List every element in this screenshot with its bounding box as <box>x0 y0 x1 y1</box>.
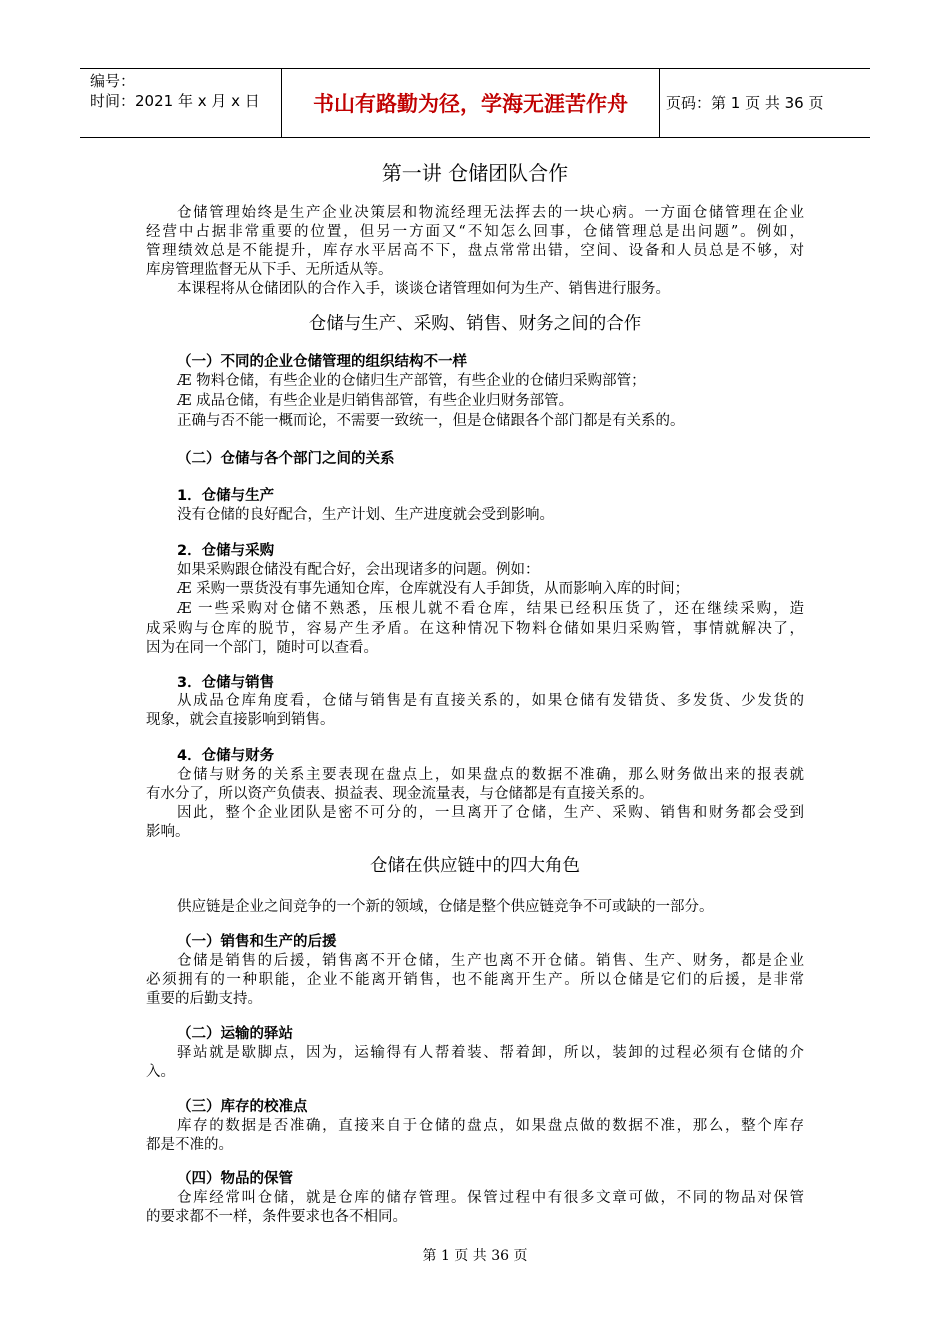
header-middle-cell <box>282 69 660 137</box>
header-motto: 书山有路勤为径，学海无涯苦作舟 <box>313 92 628 116</box>
role-1-line-1: 仓储是销售的后援，销售离不开仓储，生产也离不开仓储。销售、生产、财务，都是企业 <box>177 953 804 969</box>
relation-purchasing-bullet-2-line-3: 因为在同一个部门，随时可以查看。 <box>146 640 378 656</box>
section1-heading: 仓储与生产、采购、销售、财务之间的合作 <box>308 314 642 334</box>
relation-sales-line-1: 从成品仓库角度看，仓储与销售是有直接关系的，如果仓储有发错货、多发货、少发货的 <box>177 693 804 709</box>
relation-production-text: 没有仓储的良好配合，生产计划、生产进度就会受到影响。 <box>177 507 554 523</box>
relation-sales-line-2: 现象，就会直接影响到销售。 <box>146 712 335 728</box>
role-2-line-2: 入。 <box>146 1064 175 1080</box>
serial-label: 编号： <box>90 72 136 90</box>
relation-purchasing-bullet-1: Æ 采购一票货没有事先通知仓库，仓库就没有人手卸货，从而影响入库的时间； <box>177 581 690 597</box>
role-3-title: （三）库存的校准点 <box>177 1099 308 1115</box>
intro-line-4: 库房管理监督无从下手、无所适从等。 <box>146 262 393 278</box>
section1-bullet-1: Æ 物料仓储，有些企业的仓储归生产部管，有些企业的仓储归采购部管； <box>177 373 646 389</box>
relation-finance-line-1: 仓储与财务的关系主要表现在盘点上，如果盘点的数据不准确，那么财务做出来的报表就 <box>177 767 804 783</box>
role-1-title: （一）销售和生产的后援 <box>177 934 337 950</box>
section1-sub1-note: 正确与否不能一概而论，不需要一致统一，但是仓储跟各个部门都是有关系的。 <box>177 413 685 429</box>
intro-line-3: 管理绩效总是不能提升，库存水平居高不下，盘点常常出错，空间、设备和人员总是不够，对 <box>146 243 804 259</box>
relation-purchasing-title: 2．仓储与采购 <box>177 543 275 559</box>
relation-purchasing-text: 如果采购跟仓储没有配合好，会出现诸多的问题。例如： <box>177 562 540 578</box>
relation-purchasing-bullet-2-line-1: Æ 一些采购对仓储不熟悉，压根儿就不看仓库，结果已经积压货了，还在继续采购，造 <box>177 601 804 617</box>
page-title: 第一讲 仓储团队合作 <box>381 161 569 185</box>
page-header <box>80 68 870 138</box>
relation-sales-title: 3．仓储与销售 <box>177 675 275 691</box>
role-1-line-3: 重要的后勤支持。 <box>146 991 262 1007</box>
role-4-line-2: 的要求都不一样，条件要求也各不相同。 <box>146 1209 407 1225</box>
time-label: 时间：2021 年 x 月 x 日 <box>90 92 260 110</box>
relation-finance-line-3: 因此，整个企业团队是密不可分的，一旦离开了仓储，生产、采购、销售和财务都会受到 <box>177 805 804 821</box>
role-2-title: （二）运输的驿站 <box>177 1026 293 1042</box>
page-footer: 第 1 页 共 36 页 <box>422 1248 528 1264</box>
intro-line-1: 仓储管理始终是生产企业决策层和物流经理无法挥去的一块心病。一方面仓储管理在企业 <box>177 205 804 221</box>
relation-finance-line-2: 有水分了，所以资产负债表、损益表、现金流量表，与仓储都是有直接关系的。 <box>146 786 654 802</box>
header-page-info: 页码：第 1 页 共 36 页 <box>666 94 824 112</box>
relation-finance-line-4: 影响。 <box>146 824 190 840</box>
role-2-line-1: 驿站就是歇脚点，因为，运输得有人帮着装、帮着卸，所以，装卸的过程必须有仓储的介 <box>177 1045 804 1061</box>
relation-purchasing-bullet-2-line-2: 成采购与仓库的脱节，容易产生矛盾。在这种情况下物料仓储如果归采购管，事情就解决了， <box>146 621 804 637</box>
role-4-line-1: 仓库经常叫仓储，就是仓库的储存管理。保管过程中有很多文章可做，不同的物品对保管 <box>177 1190 804 1206</box>
role-4-title: （四）物品的保管 <box>177 1171 293 1187</box>
role-3-line-2: 都是不准的。 <box>146 1137 233 1153</box>
role-1-line-2: 必须拥有的一种职能，企业不能离开销售，也不能离开生产。所以仓储是它们的后援，是非常 <box>146 972 804 988</box>
relation-production-title: 1．仓储与生产 <box>177 488 275 504</box>
intro-line-5: 本课程将从仓储团队的合作入手，谈谈仓诸管理如何为生产、销售进行服务。 <box>177 281 670 297</box>
role-3-line-1: 库存的数据是否准确，直接来自于仓储的盘点，如果盘点做的数据不准，那么，整个库存 <box>177 1118 804 1134</box>
section1-sub1-title: （一）不同的企业仓储管理的组织结构不一样 <box>177 354 467 370</box>
header-right-cell <box>660 69 870 137</box>
intro-line-2: 经营中占据非常重要的位置，但另一方面又“不知怎么回事，仓储管理总是出问题”。例如， <box>146 224 804 240</box>
section1-sub2-title: （二）仓储与各个部门之间的关系 <box>177 451 395 467</box>
section1-bullet-2: Æ 成品仓储，有些企业是归销售部管，有些企业归财务部管。 <box>177 393 574 409</box>
section2-heading: 仓储在供应链中的四大角色 <box>370 856 580 876</box>
section2-intro: 供应链是企业之间竞争的一个新的领域，仓储是整个供应链竞争不可或缺的一部分。 <box>177 899 714 915</box>
header-left-cell <box>80 69 282 137</box>
relation-finance-title: 4．仓储与财务 <box>177 748 275 764</box>
